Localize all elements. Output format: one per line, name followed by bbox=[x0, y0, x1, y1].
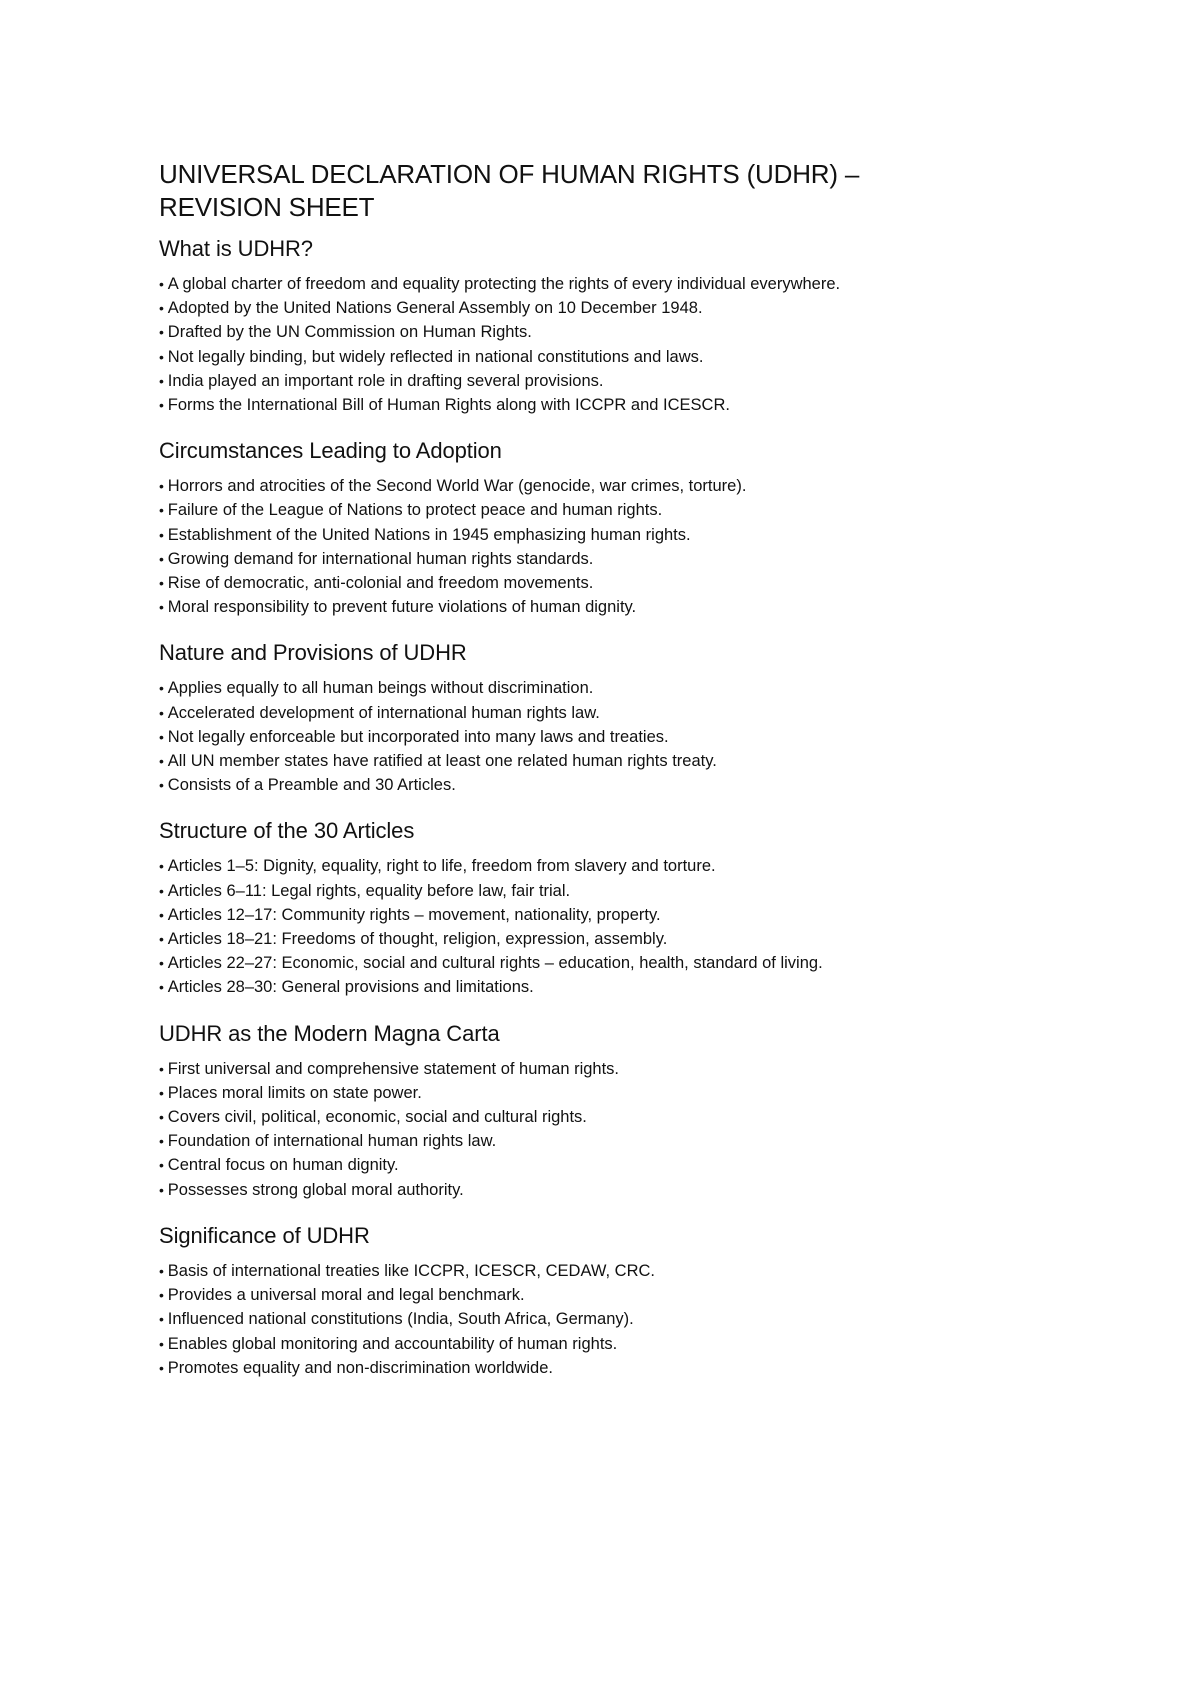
section-structure-articles bbox=[159, 817, 1059, 999]
list-item: • Articles 12–17: Community rights – movement, nationality, property. bbox=[159, 903, 1059, 927]
list-item: • Basis of international treaties like ICCPR, ICESCR, CEDAW, CRC. bbox=[159, 1259, 1059, 1283]
list-item: • All UN member states have ratified at least one related human rights treaty. bbox=[159, 749, 1059, 773]
section-nature-provisions bbox=[159, 639, 1059, 797]
section-heading: Circumstances Leading to Adoption bbox=[159, 438, 502, 464]
list-item: • Influenced national constitutions (India, South Africa, Germany). bbox=[159, 1307, 1059, 1331]
list-item: • Provides a universal moral and legal benchmark. bbox=[159, 1283, 1059, 1307]
document-title bbox=[159, 158, 1059, 224]
section-magna-carta bbox=[159, 1020, 1059, 1202]
section-heading: What is UDHR? bbox=[159, 236, 313, 261]
list-item: • Foundation of international human rights law. bbox=[159, 1129, 1059, 1153]
list-item: • Articles 22–27: Economic, social and cultural rights – education, health, standard of living. bbox=[159, 951, 1059, 975]
section-circumstances bbox=[159, 437, 1059, 619]
list-item: • Consists of a Preamble and 30 Articles. bbox=[159, 773, 1059, 797]
list-item: • Central focus on human dignity. bbox=[159, 1153, 1059, 1177]
list-item: • Moral responsibility to prevent future violations of human dignity. bbox=[159, 595, 1059, 619]
bullet-list bbox=[159, 676, 1059, 797]
list-item: • Not legally enforceable but incorporated into many laws and treaties. bbox=[159, 725, 1059, 749]
bullet-list bbox=[159, 854, 1059, 999]
section-heading: Nature and Provisions of UDHR bbox=[159, 640, 467, 666]
list-item: • Drafted by the UN Commission on Human Rights. bbox=[159, 320, 1059, 344]
list-item: • Articles 28–30: General provisions and limitations. bbox=[159, 975, 1059, 999]
list-item: • Promotes equality and non-discrimination worldwide. bbox=[159, 1356, 1059, 1380]
bullet-list bbox=[159, 272, 1059, 417]
bullet-list bbox=[159, 474, 1059, 619]
list-item: • First universal and comprehensive statement of human rights. bbox=[159, 1057, 1059, 1081]
document-page bbox=[159, 158, 1059, 1380]
list-item: • Articles 1–5: Dignity, equality, right to life, freedom from slavery and torture. bbox=[159, 854, 1059, 878]
bullet-list bbox=[159, 1057, 1059, 1202]
list-item: • Rise of democratic, anti-colonial and freedom movements. bbox=[159, 571, 1059, 595]
list-item: • Enables global monitoring and accountability of human rights. bbox=[159, 1332, 1059, 1356]
section-heading: Significance of UDHR bbox=[159, 1222, 370, 1248]
list-item: • India played an important role in drafting several provisions. bbox=[159, 369, 1059, 393]
list-item: • Forms the International Bill of Human Rights along with ICCPR and ICESCR. bbox=[159, 393, 1059, 417]
list-item: • Failure of the League of Nations to protect peace and human rights. bbox=[159, 498, 1059, 522]
section-what-is-udhr bbox=[159, 235, 1059, 417]
document-title-line-2: REVISION SHEET bbox=[159, 192, 375, 222]
list-item: • Possesses strong global moral authority. bbox=[159, 1178, 1059, 1202]
list-item: • Horrors and atrocities of the Second World War (genocide, war crimes, torture). bbox=[159, 474, 1059, 498]
list-item: • Not legally binding, but widely reflected in national constitutions and laws. bbox=[159, 345, 1059, 369]
document-title-line-1: UNIVERSAL DECLARATION OF HUMAN RIGHTS (UDHR) – bbox=[159, 159, 860, 189]
section-heading: UDHR as the Modern Magna Carta bbox=[159, 1020, 500, 1046]
section-heading: Structure of the 30 Articles bbox=[159, 818, 415, 844]
list-item: • Places moral limits on state power. bbox=[159, 1081, 1059, 1105]
list-item: • Establishment of the United Nations in 1945 emphasizing human rights. bbox=[159, 523, 1059, 547]
bullet-list bbox=[159, 1259, 1059, 1380]
list-item: • Covers civil, political, economic, social and cultural rights. bbox=[159, 1105, 1059, 1129]
list-item: • Applies equally to all human beings without discrimination. bbox=[159, 676, 1059, 700]
list-item: • Articles 6–11: Legal rights, equality before law, fair trial. bbox=[159, 879, 1059, 903]
list-item: • Adopted by the United Nations General Assembly on 10 December 1948. bbox=[159, 296, 1059, 320]
list-item: • Accelerated development of international human rights law. bbox=[159, 701, 1059, 725]
list-item: • Growing demand for international human rights standards. bbox=[159, 547, 1059, 571]
list-item: • Articles 18–21: Freedoms of thought, religion, expression, assembly. bbox=[159, 927, 1059, 951]
section-significance bbox=[159, 1222, 1059, 1380]
list-item: • A global charter of freedom and equality protecting the rights of every individual everywhere. bbox=[159, 272, 1059, 296]
